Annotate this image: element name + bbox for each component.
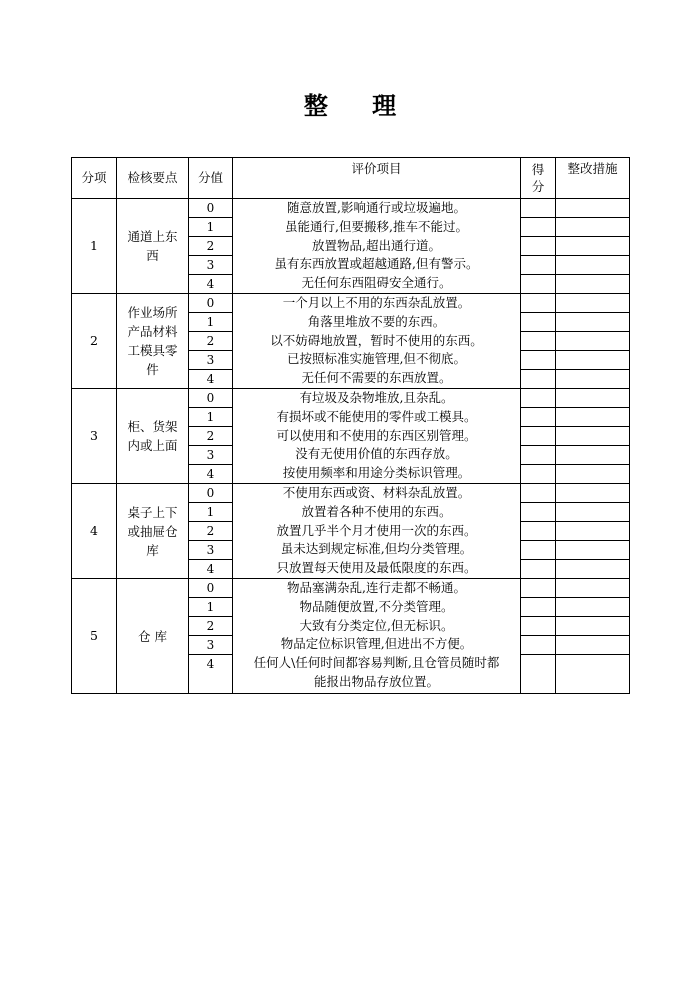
score-value: 2 bbox=[189, 617, 233, 636]
evaluation-items bbox=[233, 199, 521, 294]
improvement-input-cell[interactable] bbox=[556, 408, 630, 427]
evaluation-item: 虽有东西放置或超越通路,但有警示。 bbox=[274, 256, 479, 272]
evaluation-item: 大致有分类定位,但无标识。 bbox=[299, 617, 454, 633]
category-number: 3 bbox=[72, 389, 117, 484]
improvement-input-cell[interactable] bbox=[556, 598, 630, 617]
improvement-input-cell[interactable] bbox=[556, 446, 630, 465]
score-value: 0 bbox=[189, 294, 233, 313]
score-value: 3 bbox=[189, 541, 233, 560]
improvement-input-cell[interactable] bbox=[556, 294, 630, 313]
evaluation-item: 可以使用和不使用的东西区别管理。 bbox=[276, 427, 477, 443]
score-value: 3 bbox=[189, 256, 233, 275]
improvement-input-cell[interactable] bbox=[556, 465, 630, 484]
score-input-cell[interactable] bbox=[521, 256, 556, 275]
score-value: 1 bbox=[189, 408, 233, 427]
improvement-input-cell[interactable] bbox=[556, 427, 630, 446]
evaluation-table bbox=[71, 157, 630, 694]
score-input-cell[interactable] bbox=[521, 617, 556, 636]
score-input-cell[interactable] bbox=[521, 465, 556, 484]
table-row bbox=[72, 294, 630, 313]
evaluation-item: 虽未达到规定标准,但均分类管理。 bbox=[280, 541, 473, 557]
score-value: 2 bbox=[189, 522, 233, 541]
improvement-input-cell[interactable] bbox=[556, 332, 630, 351]
improvement-input-cell[interactable] bbox=[556, 351, 630, 370]
evaluation-item: 虽能通行,但要搬移,推车不能过。 bbox=[285, 218, 468, 234]
improvement-input-cell[interactable] bbox=[556, 199, 630, 218]
score-value: 4 bbox=[189, 465, 233, 484]
score-input-cell[interactable] bbox=[521, 655, 556, 694]
evaluation-item: 一个月以上不用的东西杂乱放置。 bbox=[282, 295, 471, 310]
category-number: 1 bbox=[72, 199, 117, 294]
checkpoint-cell: 柜、货架内或上面 bbox=[117, 389, 189, 484]
category-number: 2 bbox=[72, 294, 117, 389]
evaluation-item: 无任何东西阻碍安全通行。 bbox=[301, 275, 452, 291]
improvement-input-cell[interactable] bbox=[556, 484, 630, 503]
score-value: 2 bbox=[189, 427, 233, 446]
evaluation-item: 放置着各种不使用的东西。 bbox=[301, 503, 452, 519]
improvement-input-cell[interactable] bbox=[556, 541, 630, 560]
evaluation-item: 有垃圾及杂物堆放,且杂乱。 bbox=[299, 390, 454, 405]
score-value: 3 bbox=[189, 446, 233, 465]
header-score: 得分 bbox=[521, 158, 556, 199]
score-value: 1 bbox=[189, 503, 233, 522]
page-title: 整 理 bbox=[303, 91, 415, 120]
score-input-cell[interactable] bbox=[521, 313, 556, 332]
header-checkpoint: 检核要点 bbox=[117, 158, 189, 199]
evaluation-item: 物品随便放置,不分类管理。 bbox=[299, 598, 454, 614]
score-input-cell[interactable] bbox=[521, 408, 556, 427]
evaluation-item: 只放置每天使用及最低限度的东西。 bbox=[276, 560, 477, 576]
header-improvement: 整改措施 bbox=[556, 158, 630, 199]
improvement-input-cell[interactable] bbox=[556, 503, 630, 522]
table-row bbox=[72, 199, 630, 218]
score-input-cell[interactable] bbox=[521, 484, 556, 503]
score-input-cell[interactable] bbox=[521, 275, 556, 294]
score-value: 2 bbox=[189, 332, 233, 351]
header-category: 分项 bbox=[72, 158, 117, 199]
evaluation-items bbox=[233, 389, 521, 484]
category-number: 5 bbox=[72, 579, 117, 694]
header-row bbox=[72, 158, 630, 199]
improvement-input-cell[interactable] bbox=[556, 655, 630, 694]
score-value: 2 bbox=[189, 237, 233, 256]
score-value: 1 bbox=[189, 598, 233, 617]
improvement-input-cell[interactable] bbox=[556, 256, 630, 275]
score-input-cell[interactable] bbox=[521, 579, 556, 598]
evaluation-item: 已按照标准实施管理,但不彻底。 bbox=[287, 351, 466, 367]
improvement-input-cell[interactable] bbox=[556, 522, 630, 541]
score-input-cell[interactable] bbox=[521, 541, 556, 560]
score-input-cell[interactable] bbox=[521, 522, 556, 541]
score-value: 3 bbox=[189, 636, 233, 655]
improvement-input-cell[interactable] bbox=[556, 617, 630, 636]
evaluation-item: 物品塞满杂乱,连行走都不畅通。 bbox=[287, 580, 466, 595]
evaluation-item: 任何人\任何时间都容易判断,且仓管员随时都 bbox=[253, 655, 500, 671]
evaluation-item: 能报出物品存放位置。 bbox=[313, 673, 439, 689]
score-input-cell[interactable] bbox=[521, 636, 556, 655]
table-row bbox=[72, 484, 630, 503]
improvement-input-cell[interactable] bbox=[556, 636, 630, 655]
score-input-cell[interactable] bbox=[521, 427, 556, 446]
evaluation-item: 随意放置,影响通行或垃圾遍地。 bbox=[287, 200, 466, 215]
improvement-input-cell[interactable] bbox=[556, 313, 630, 332]
score-value: 4 bbox=[189, 370, 233, 389]
evaluation-item: 角落里堆放不要的东西。 bbox=[307, 313, 446, 329]
table-row bbox=[72, 389, 630, 408]
score-input-cell[interactable] bbox=[521, 237, 556, 256]
table-row bbox=[72, 579, 630, 598]
improvement-input-cell[interactable] bbox=[556, 560, 630, 579]
score-input-cell[interactable] bbox=[521, 370, 556, 389]
improvement-input-cell[interactable] bbox=[556, 389, 630, 408]
evaluation-items bbox=[233, 579, 521, 694]
improvement-input-cell[interactable] bbox=[556, 579, 630, 598]
score-value: 4 bbox=[189, 655, 233, 694]
category-number: 4 bbox=[72, 484, 117, 579]
checkpoint-cell: 通道上东西 bbox=[117, 199, 189, 294]
evaluation-item: 以不妨碍地放置，暂时不使用的东西。 bbox=[270, 332, 483, 348]
score-value: 3 bbox=[189, 351, 233, 370]
evaluation-items bbox=[233, 294, 521, 389]
evaluation-item: 有损坏或不能使用的零件或工模具。 bbox=[276, 408, 477, 424]
evaluation-item: 不使用东西或资、材料杂乱放置。 bbox=[282, 485, 471, 500]
score-input-cell[interactable] bbox=[521, 218, 556, 237]
score-value: 0 bbox=[189, 484, 233, 503]
evaluation-item: 放置几乎半个月才使用一次的东西。 bbox=[276, 522, 477, 538]
evaluation-item: 物品定位标识管理,但进出不方便。 bbox=[280, 636, 473, 652]
score-input-cell[interactable] bbox=[521, 503, 556, 522]
score-value: 1 bbox=[189, 313, 233, 332]
improvement-input-cell[interactable] bbox=[556, 370, 630, 389]
score-value: 4 bbox=[189, 275, 233, 294]
improvement-input-cell[interactable] bbox=[556, 218, 630, 237]
improvement-input-cell[interactable] bbox=[556, 275, 630, 294]
evaluation-item: 按使用频率和用途分类标识管理。 bbox=[282, 465, 471, 481]
score-input-cell[interactable] bbox=[521, 332, 556, 351]
score-input-cell[interactable] bbox=[521, 389, 556, 408]
improvement-input-cell[interactable] bbox=[556, 237, 630, 256]
score-value: 0 bbox=[189, 199, 233, 218]
score-value: 4 bbox=[189, 560, 233, 579]
checkpoint-cell: 作业场所产品材料工模具零件 bbox=[117, 294, 189, 389]
evaluation-item: 放置物品,超出通行道。 bbox=[312, 237, 441, 253]
checkpoint-cell: 桌子上下或抽屉仓库 bbox=[117, 484, 189, 579]
header-score-value: 分值 bbox=[189, 158, 233, 199]
header-evaluation-item: 评价项目 bbox=[233, 158, 521, 199]
score-input-cell[interactable] bbox=[521, 294, 556, 313]
score-input-cell[interactable] bbox=[521, 560, 556, 579]
evaluation-item: 没有无使用价值的东西存放。 bbox=[295, 446, 458, 462]
evaluation-item: 无任何不需要的东西放置。 bbox=[301, 370, 452, 386]
score-value: 0 bbox=[189, 579, 233, 598]
checkpoint-cell: 仓 库 bbox=[117, 579, 189, 694]
score-input-cell[interactable] bbox=[521, 351, 556, 370]
score-value: 0 bbox=[189, 389, 233, 408]
score-input-cell[interactable] bbox=[521, 199, 556, 218]
score-input-cell[interactable] bbox=[521, 446, 556, 465]
score-input-cell[interactable] bbox=[521, 598, 556, 617]
score-value: 1 bbox=[189, 218, 233, 237]
evaluation-items bbox=[233, 484, 521, 579]
